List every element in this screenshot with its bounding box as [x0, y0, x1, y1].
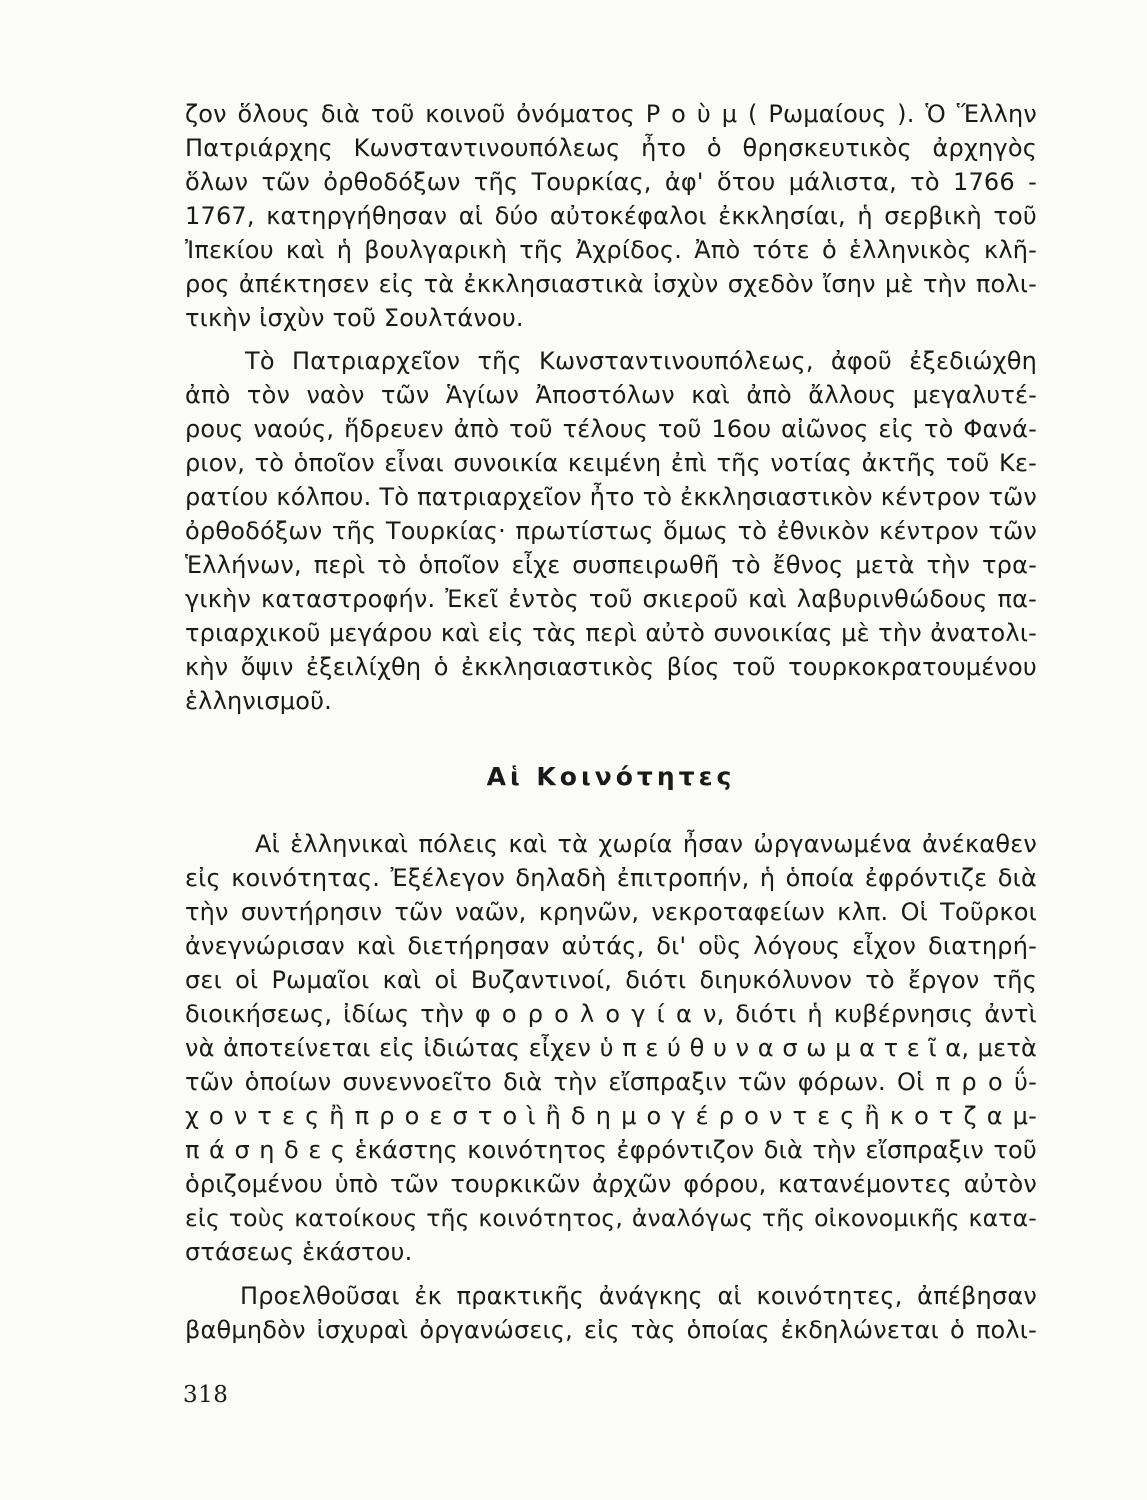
text-line: Πατριάρχης Κωνσταντινουπόλεως ἦτο ὁ θρησκευτικὸς ἀρχηγὸς [185, 134, 1037, 162]
text-line: διοικήσεως, ἰδίως τὴν φ ο ρ ο λ ο γ ί α ν, διότι ἡ κυβέρνησις ἀντὶ [185, 1000, 1037, 1028]
text-line: Αἱ ἑλληνικαὶ πόλεις καὶ τὰ χωρία ἦσαν ὠργανωμένα ἀνέκαθεν [255, 830, 1037, 858]
text-line: στάσεως ἑκάστου. [185, 1238, 413, 1266]
text-line: τριαρχικοῦ μεγάρου καὶ εἰς τὰς περὶ αὐτὸ συνοικίας μὲ τὴν ἀνατολι- [185, 619, 1037, 647]
section-heading: Αἱ Κοινότητες [486, 762, 736, 791]
text-line: Ἑλλήνων, περὶ τὸ ὁποῖον εἶχε συσπειρωθῆ τὸ ἔθνος μετὰ τὴν τρα- [185, 551, 1037, 579]
text-line: τῶν ὁποίων συνεννοεῖτο διὰ τὴν εἴσπραξιν τῶν φόρων. Οἱ π ρ ο ΰ- [185, 1068, 1037, 1096]
text-line: ρους ναούς, ἥδρευεν ἀπὸ τοῦ τέλους τοῦ 16ου αἰῶνος εἰς τὸ Φανά- [185, 415, 1037, 443]
text-line: κὴν ὄψιν ἐξειλίχθη ὁ ἐκκλησιαστικὸς βίος τοῦ τουρκοκρατουμένου [185, 653, 1037, 681]
text-line: χ ο ν τ ε ς ἢ π ρ ο ε σ τ ο ὶ ἢ δ η μ ο γ έ ρ ο ν τ ε ς ἢ κ ο τ ζ α μ- [185, 1102, 1037, 1130]
text-line: ὅλων τῶν ὀρθοδόξων τῆς Τουρκίας, ἀφ' ὅτου μάλιστα, τὸ 1766 - [185, 168, 1037, 196]
text-line: εἰς κοινότητας. Ἐξέλεγον δηλαδὴ ἐπιτροπήν, ἡ ὁποία ἐφρόντιζε διὰ [185, 864, 1037, 892]
text-line: γικὴν καταστροφήν. Ἐκεῖ ἐντὸς τοῦ σκιεροῦ καὶ λαβυρινθώδους πα- [185, 585, 1037, 613]
text-line: Ἰπεκίου καὶ ἡ βουλγαρικὴ τῆς Ἀχρίδος. Ἀπὸ τότε ὁ ἑλληνικὸς κλῆ- [185, 236, 1037, 264]
text-line: ζον ὅλους διὰ τοῦ κοινοῦ ὀνόματος Ρ ο ὺ μ ( Ρωμαίους ). Ὁ Ἕλλην [185, 100, 1037, 128]
text-line: ἀπὸ τὸν ναὸν τῶν Ἁγίων Ἀποστόλων καὶ ἀπὸ ἄλλους μεγαλυτέ- [185, 381, 1037, 409]
text-line: Τὸ Πατριαρχεῖον τῆς Κωνσταντινουπόλεως, ἀφοῦ ἐξεδιώχθη [245, 347, 1037, 375]
text-line: Προελθοῦσαι ἐκ πρακτικῆς ἀνάγκης αἱ κοινότητες, ἀπέβησαν [240, 1282, 1037, 1310]
text-line: βαθμηδὸν ἰσχυραὶ ὀργανώσεις, εἰς τὰς ὁποίας ἐκδηλώνεται ὁ πολι- [185, 1316, 1037, 1344]
text-line: ριον, τὸ ὁποῖον εἶναι συνοικία κειμένη ἐπὶ τῆς νοτίας ἀκτῆς τοῦ Κε- [185, 449, 1037, 477]
text-line: ὀρθοδόξων τῆς Τουρκίας· πρωτίστως ὅμως τὸ ἐθνικὸν κέντρον τῶν [185, 517, 1037, 545]
text-line: ἑλληνισμοῦ. [185, 687, 332, 715]
text-line: ἀνεγνώρισαν καὶ διετήρησαν αὐτάς, δι' οὓς λόγους εἶχον διατηρή- [185, 932, 1037, 960]
text-line: τικὴν ἰσχὺν τοῦ Σουλτάνου. [185, 304, 524, 332]
text-line: σει οἱ Ρωμαῖοι καὶ οἱ Βυζαντινοί, διότι διηυκόλυνον τὸ ἔργον τῆς [185, 966, 1037, 994]
text-line: π ά σ η δ ε ς ἑκάστης κοινότητος ἐφρόντιζον διὰ τὴν εἴσπραξιν τοῦ [185, 1136, 1037, 1164]
text-line: 1767, κατηργήθησαν αἱ δύο αὐτοκέφαλοι ἐκκλησίαι, ἡ σερβικὴ τοῦ [185, 202, 1037, 230]
text-line: εἰς τοὺς κατοίκους τῆς κοινότητος, ἀναλόγως τῆς οἰκονομικῆς κατα- [185, 1204, 1037, 1232]
text-line: νὰ ἀποτείνεται εἰς ἰδιώτας εἶχεν ὑ π ε ύ θ υ ν α σ ω μ α τ ε ῖ α, μετὰ [185, 1034, 1037, 1062]
text-line: ὁριζομένου ὑπὸ τῶν τουρκικῶν ἀρχῶν φόρου, κατανέμοντες αὐτὸν [185, 1170, 1037, 1198]
text-line: ρατίου κόλπου. Τὸ πατριαρχεῖον ἦτο τὸ ἐκκλησιαστικὸν κέντρον τῶν [185, 483, 1037, 511]
page-number: 318 [183, 1382, 229, 1408]
text-line: τὴν συντήρησιν τῶν ναῶν, κρηνῶν, νεκροταφείων κλπ. Οἱ Τοῦρκοι [185, 898, 1037, 926]
text-line: ρος ἀπέκτησεν εἰς τὰ ἐκκλησιαστικὰ ἰσχὺν σχεδὸν ἴσην μὲ τὴν πολι- [185, 270, 1037, 298]
